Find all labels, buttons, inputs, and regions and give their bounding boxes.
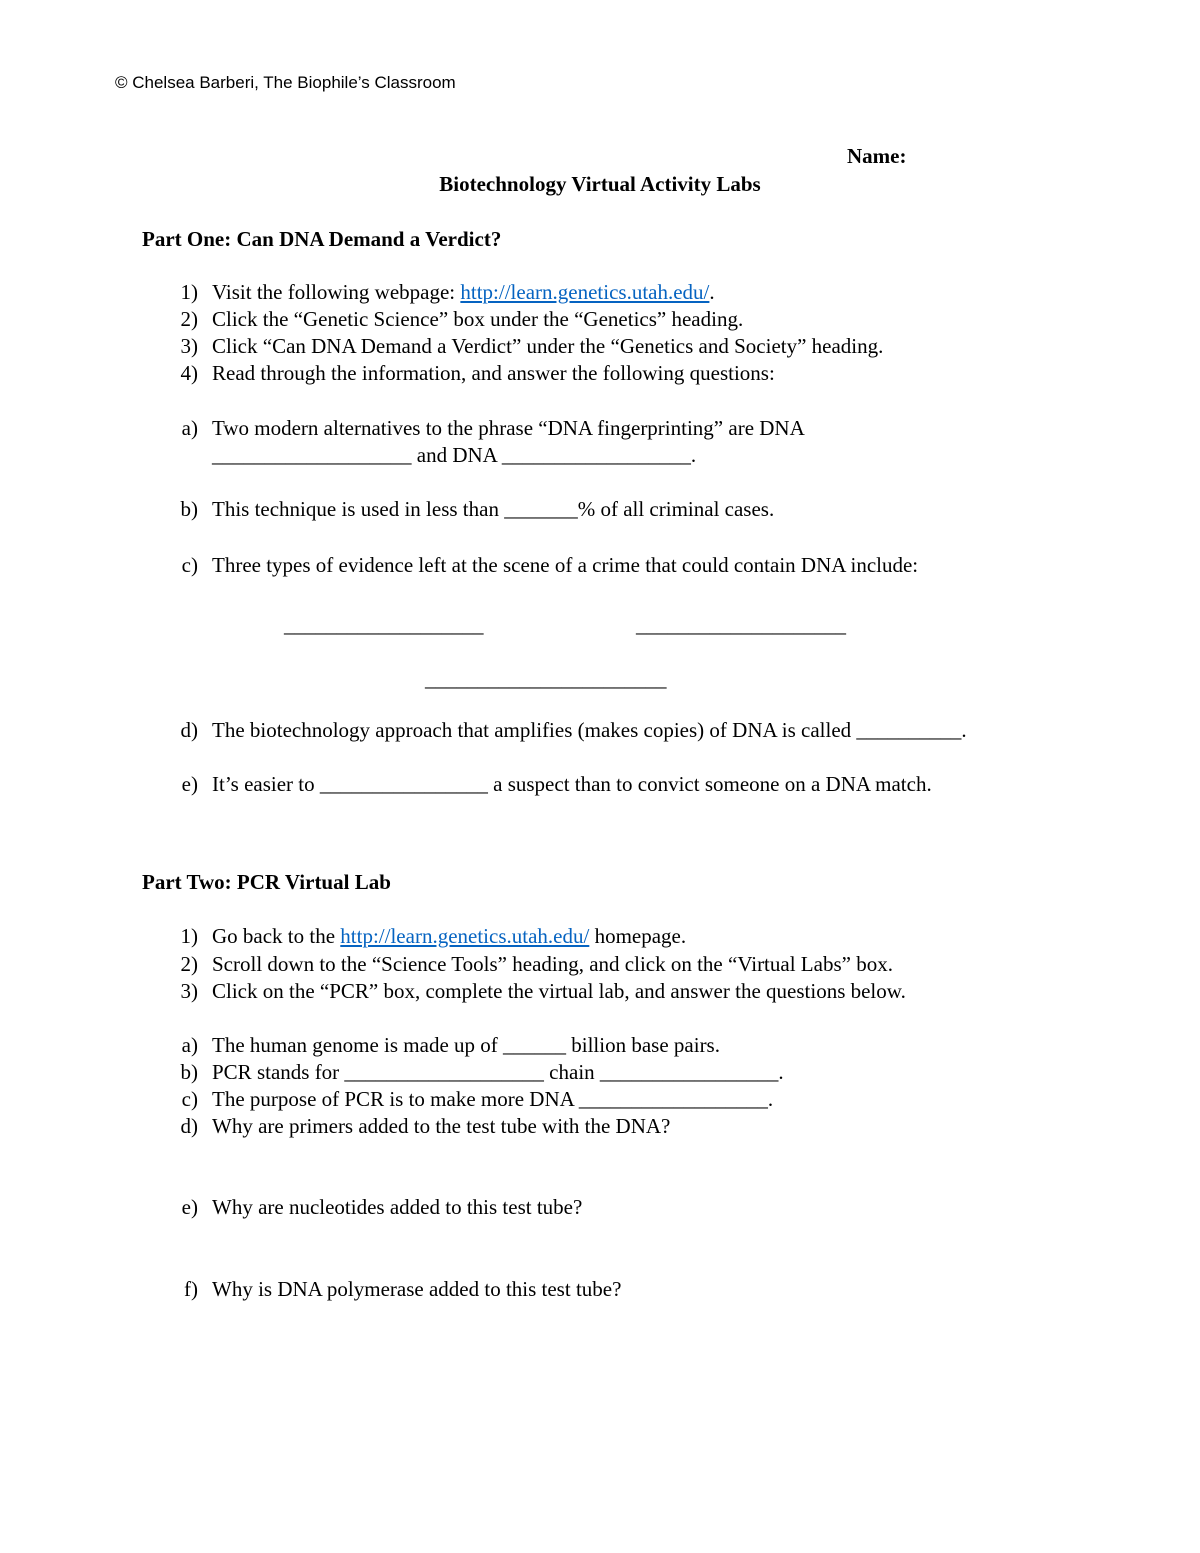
part2-step-1-suffix: homepage.	[589, 924, 687, 948]
part2-question-f: Why is DNA polymerase added to this test tube?	[212, 1277, 622, 1301]
question-label: d)	[180, 1114, 198, 1138]
part-one-heading: Part One: Can DNA Demand a Verdict?	[142, 227, 502, 251]
step-number: 3)	[180, 334, 198, 358]
question-label: b)	[180, 497, 198, 521]
part2-step-2-text: Scroll down to the “Science Tools” heading, and click on the “Virtual Labs” box.	[212, 952, 893, 976]
question-a-text: Two modern alternatives to the phrase “DNA fingerprinting” are DNA	[212, 416, 805, 440]
step-1-text	[212, 279, 715, 305]
part2-question-e: Why are nucleotides added to this test tube?	[212, 1195, 583, 1219]
question-label: c)	[181, 553, 198, 577]
step-number: 2)	[180, 307, 198, 331]
part2-step-1-text	[212, 923, 686, 949]
copyright-header: © Chelsea Barberi, The Biophile’s Classroom	[115, 73, 456, 92]
part2-question-a: The human genome is made up of ______ billion base pairs.	[212, 1033, 720, 1057]
step-number: 1)	[180, 924, 198, 948]
page-title: Biotechnology Virtual Activity Labs	[439, 172, 761, 196]
step-2-text: Click the “Genetic Science” box under the “Genetics” heading.	[212, 307, 744, 331]
question-label: c)	[181, 1087, 198, 1111]
step-number: 4)	[180, 361, 198, 385]
step-1-suffix: .	[709, 280, 715, 304]
question-label: b)	[180, 1060, 198, 1084]
question-label: e)	[181, 1195, 198, 1219]
question-a-blanks: ___________________ and DNA __________________.	[212, 443, 697, 467]
part2-step-1-prefix: Go back to the	[212, 924, 341, 948]
answer-blank-3: _______________________	[425, 667, 667, 691]
step-number: 3)	[180, 979, 198, 1003]
part2-question-c: The purpose of PCR is to make more DNA __________________.	[212, 1087, 774, 1111]
question-e-text: It’s easier to ________________ a suspect than to convict someone on a DNA match.	[212, 772, 932, 796]
question-d-text: The biotechnology approach that amplifies (makes copies) of DNA is called __________.	[212, 718, 967, 742]
question-label: e)	[181, 772, 198, 796]
step-1-prefix: Visit the following webpage:	[212, 280, 461, 304]
question-label: f)	[184, 1277, 198, 1301]
step-4-text: Read through the information, and answer the following questions:	[212, 361, 775, 385]
part2-question-d: Why are primers added to the test tube with the DNA?	[212, 1114, 671, 1138]
step-number: 1)	[180, 280, 198, 304]
answer-blank-2: ____________________	[636, 613, 846, 637]
part2-step-3-text: Click on the “PCR” box, complete the virtual lab, and answer the questions below.	[212, 979, 906, 1003]
step-number: 2)	[180, 952, 198, 976]
name-label: Name:	[847, 144, 907, 168]
genetics-homepage-link[interactable]: http://learn.genetics.utah.edu/	[340, 924, 590, 948]
answer-blank-1: ___________________	[284, 613, 484, 637]
question-b-text: This technique is used in less than _______% of all criminal cases.	[212, 497, 775, 521]
step-3-text: Click “Can DNA Demand a Verdict” under the “Genetics and Society” heading.	[212, 334, 884, 358]
part-two-heading: Part Two: PCR Virtual Lab	[142, 870, 391, 894]
part2-question-b: PCR stands for ___________________ chain _________________.	[212, 1060, 784, 1084]
question-c-text: Three types of evidence left at the scene of a crime that could contain DNA include:	[212, 553, 919, 577]
question-label: a)	[181, 1033, 198, 1057]
genetics-link[interactable]: http://learn.genetics.utah.edu/	[460, 280, 710, 304]
question-label: a)	[181, 416, 198, 440]
question-label: d)	[180, 718, 198, 742]
